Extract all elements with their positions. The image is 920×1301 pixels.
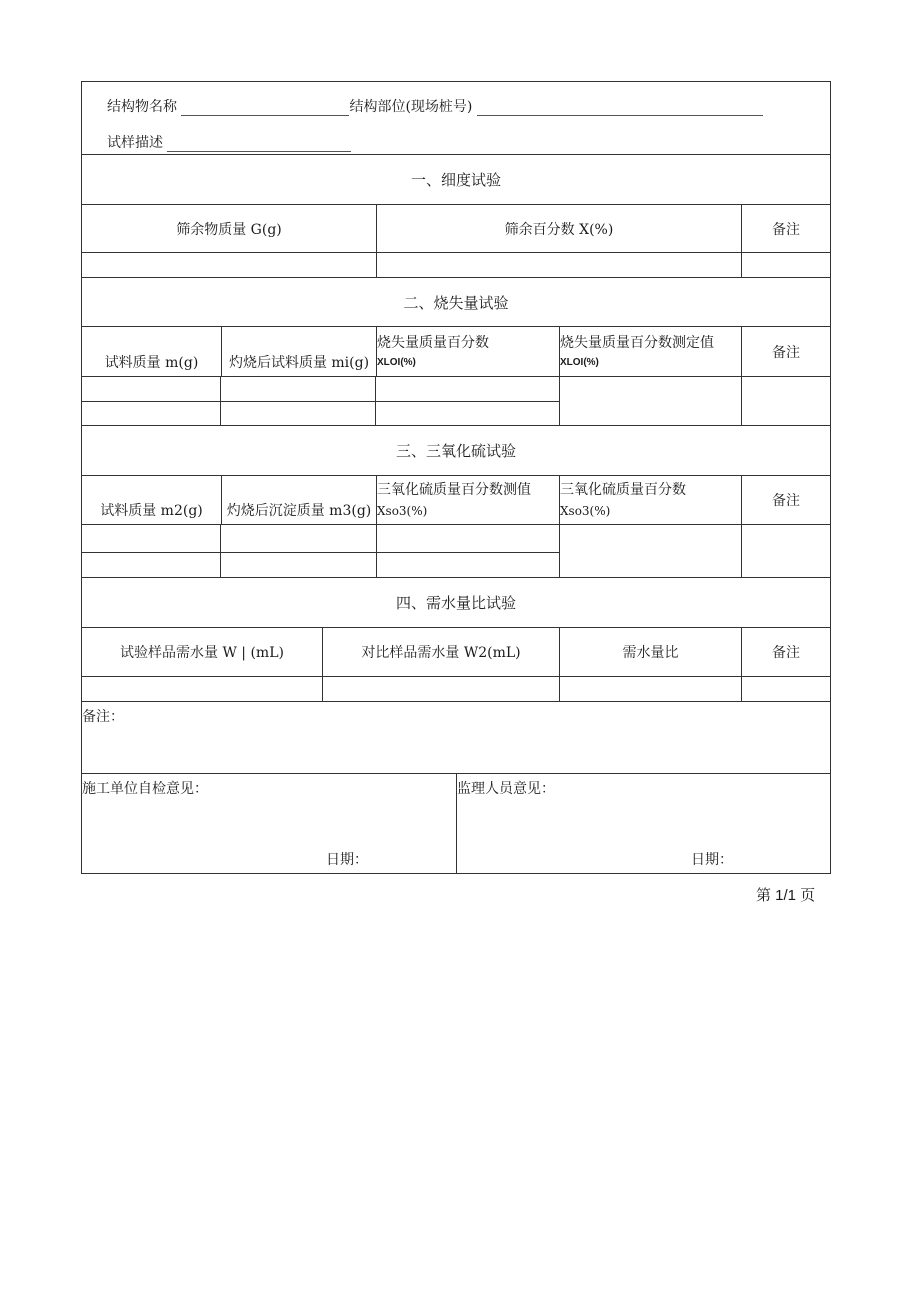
section3-col1-stack bbox=[82, 525, 221, 578]
sample-desc-label: 试样描述 bbox=[107, 135, 163, 151]
section4-cell-remark[interactable] bbox=[741, 677, 830, 701]
test-form bbox=[81, 81, 831, 874]
section1-cell-residue-mass[interactable] bbox=[82, 253, 376, 277]
section4-col-water-ratio: 需水量比 bbox=[559, 628, 741, 676]
sample-desc-field[interactable] bbox=[167, 137, 351, 152]
section2-cell-r2-c3[interactable] bbox=[376, 402, 559, 426]
section4-cell-test-water[interactable] bbox=[82, 677, 322, 701]
remarks-cell[interactable] bbox=[82, 702, 830, 773]
section1-title: 一、细度试验 bbox=[410, 171, 501, 189]
section2-cell-r1-c3[interactable] bbox=[376, 377, 559, 402]
section1-title-row bbox=[82, 154, 830, 204]
section2-cell-r1-c2[interactable] bbox=[221, 377, 375, 402]
section4-cell-ref-water[interactable] bbox=[322, 677, 559, 701]
section2-col-loss-measured-line1: 烧失量质量百分数测定值 bbox=[560, 335, 714, 352]
section2-col-burned-mass bbox=[221, 327, 376, 376]
opinions-row bbox=[82, 773, 830, 873]
structure-part-field[interactable] bbox=[477, 101, 763, 116]
remarks-label: 备注： bbox=[82, 709, 124, 725]
section2-col1-stack bbox=[82, 377, 221, 426]
section2-data-block bbox=[82, 376, 830, 425]
section3-cell-so3-pct[interactable] bbox=[559, 525, 741, 577]
section2-col-sample-mass-text: 试料质量 m(g) bbox=[104, 355, 199, 371]
section3-data-left bbox=[82, 525, 559, 577]
section2-col3-stack bbox=[376, 377, 559, 426]
section1-header-row bbox=[82, 204, 830, 252]
section3-data-block bbox=[82, 524, 830, 577]
section3-col3-stack bbox=[377, 525, 559, 578]
section3-col-sample-mass-text: 试料质量 m2(g) bbox=[100, 503, 203, 519]
section2-col-loss-measured-line2: XLOI(%) bbox=[560, 356, 599, 368]
section2-col-loss-pct-line2: XLOI(%) bbox=[377, 356, 416, 368]
section3-col-so3-measured bbox=[376, 476, 559, 524]
section3-cell-r2-c1[interactable] bbox=[82, 553, 220, 578]
section3-col-so3-pct-line1: 三氧化硫质量百分数 bbox=[560, 482, 686, 499]
section3-col-so3-pct bbox=[559, 476, 741, 524]
section2-col2-stack bbox=[221, 377, 376, 426]
contractor-date-label: 日期： bbox=[326, 852, 368, 868]
section4-col-remark: 备注 bbox=[741, 628, 830, 676]
supervisor-opinion-cell[interactable] bbox=[456, 774, 830, 873]
section2-col-sample-mass bbox=[82, 327, 221, 376]
section3-cell-r2-c2[interactable] bbox=[221, 553, 375, 578]
section3-cell-r1-c3[interactable] bbox=[377, 525, 559, 553]
form-header bbox=[82, 82, 830, 154]
contractor-opinion-cell[interactable] bbox=[82, 774, 456, 873]
section1-cell-remark[interactable] bbox=[741, 253, 830, 277]
contractor-opinion-label: 施工单位自检意见： bbox=[82, 781, 208, 797]
section4-cell-water-ratio[interactable] bbox=[559, 677, 741, 701]
section1-col-remark: 备注 bbox=[741, 205, 830, 252]
section2-header-row bbox=[82, 326, 830, 376]
section2-cell-measured[interactable] bbox=[559, 377, 741, 425]
section2-col-loss-pct-line1: 烧失量质量百分数 bbox=[377, 335, 489, 352]
section3-title: 三、三氧化硫试验 bbox=[395, 442, 516, 460]
structure-name-label: 结构物名称 bbox=[107, 99, 177, 115]
page-number: 第 1/1 页 bbox=[756, 887, 816, 904]
section3-cell-r1-c2[interactable] bbox=[221, 525, 375, 553]
section3-col-so3-measured-line2: Xso3(%) bbox=[377, 503, 428, 518]
section3-col2-stack bbox=[221, 525, 376, 578]
section4-col-ref-water: 对比样品需水量 W2(mL) bbox=[322, 628, 559, 676]
section2-data-left bbox=[82, 377, 559, 425]
section3-col-precipitate-mass bbox=[221, 476, 376, 524]
section2-col-loss-pct bbox=[376, 327, 559, 376]
section2-col-remark: 备注 bbox=[741, 327, 830, 376]
section3-col-remark: 备注 bbox=[741, 476, 830, 524]
section2-cell-r2-c2[interactable] bbox=[221, 402, 375, 426]
supervisor-opinion-label: 监理人员意见： bbox=[457, 781, 555, 797]
section2-cell-r1-c1[interactable] bbox=[82, 377, 220, 402]
section2-cell-remark[interactable] bbox=[741, 377, 830, 425]
section3-cell-r1-c1[interactable] bbox=[82, 525, 220, 553]
section4-header-row bbox=[82, 627, 830, 676]
section3-cell-r2-c3[interactable] bbox=[377, 553, 559, 578]
section4-title: 四、需水量比试验 bbox=[395, 594, 516, 612]
section4-col-test-water: 试验样品需水量 W | (mL) bbox=[120, 645, 284, 661]
section3-title-row bbox=[82, 425, 830, 475]
section2-col-burned-mass-text: 灼烧后试料质量 mi(g) bbox=[228, 355, 370, 371]
section3-header-row bbox=[82, 475, 830, 524]
structure-part-label: 结构部位(现场桩号) bbox=[349, 99, 473, 115]
header-line-2 bbox=[107, 132, 351, 152]
header-line-1 bbox=[107, 96, 763, 116]
section3-col-so3-pct-line2: Xso3(%) bbox=[560, 503, 611, 518]
section1-data-row bbox=[82, 252, 830, 277]
supervisor-date-label: 日期： bbox=[691, 852, 733, 868]
section2-title: 二、烧失量试验 bbox=[403, 293, 509, 312]
section3-col-so3-measured-line1: 三氧化硫质量百分数测值 bbox=[377, 482, 531, 499]
structure-name-field[interactable] bbox=[181, 101, 349, 116]
section1-cell-residue-pct[interactable] bbox=[376, 253, 741, 277]
remarks-row bbox=[82, 701, 830, 773]
section4-data-row bbox=[82, 676, 830, 701]
section2-cell-r2-c1[interactable] bbox=[82, 402, 220, 426]
section4-title-row bbox=[82, 577, 830, 627]
section3-col-precipitate-mass-text: 灼烧后沉淀质量 m3(g) bbox=[226, 503, 372, 519]
section2-col-loss-measured bbox=[559, 327, 741, 376]
section3-col-sample-mass bbox=[82, 476, 221, 524]
section1-col-residue-mass: 筛余物质量 G(g) bbox=[176, 221, 282, 238]
section3-cell-remark[interactable] bbox=[741, 525, 830, 577]
section2-title-row bbox=[82, 277, 830, 326]
section1-col-residue-pct: 筛余百分数 X(%) bbox=[376, 205, 741, 252]
